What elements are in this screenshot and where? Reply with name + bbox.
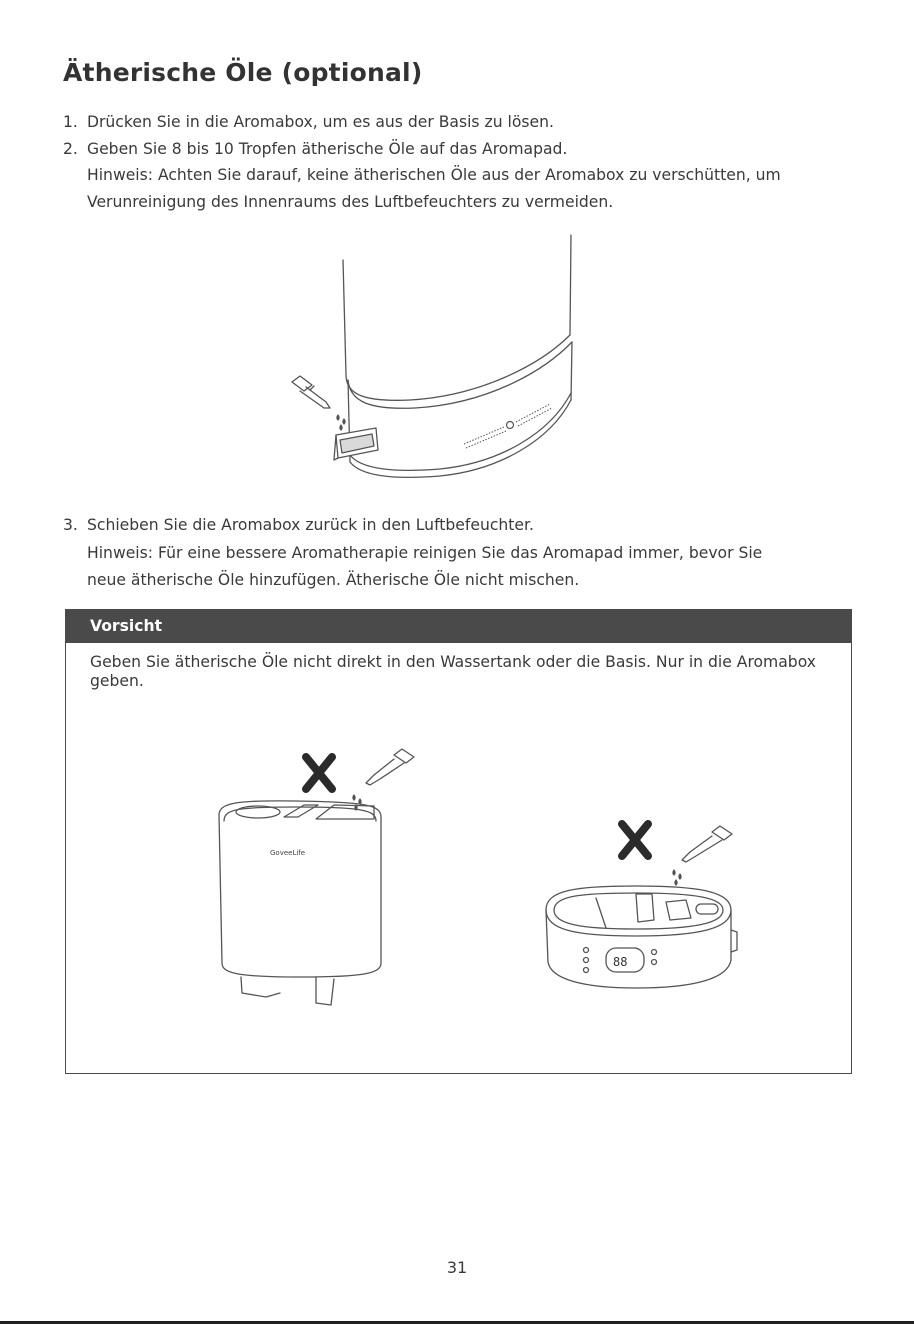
step-number: 2.	[63, 140, 78, 158]
prohibited-x-icon	[622, 824, 648, 856]
step-2-note-line-2: Verunreinigung des Innenraums des Luftbefeuchters zu vermeiden.	[87, 193, 614, 211]
step-text: Schieben Sie die Aromabox zurück in den Luftbefeuchter.	[87, 516, 534, 534]
step-3	[63, 512, 863, 538]
caution-text: Geben Sie ätherische Öle nicht direkt in den Wassertank oder die Basis. Nur in die Aromabox geben.	[90, 653, 816, 690]
prohibited-x-icon	[306, 757, 332, 789]
aromabox-removal-illustration	[280, 230, 600, 490]
step-3-note-line-1: Hinweis: Für eine bessere Aromatherapie reinigen Sie das Aromapad immer, bevor Sie	[87, 544, 763, 562]
caution-title: Vorsicht	[90, 617, 163, 635]
tank-brand-logo: GoveeLife	[270, 849, 306, 857]
step-1	[63, 109, 863, 135]
step-number: 1.	[63, 113, 78, 131]
caution-box	[65, 609, 852, 1074]
display-digits: 88	[613, 955, 628, 969]
step-3-note-line-2: neue ätherische Öle hinzufügen. Ätherische Öle nicht mischen.	[87, 571, 580, 589]
page-title: Ätherische Öle (optional)	[63, 58, 423, 87]
step-text: Drücken Sie in die Aromabox, um es aus der Basis zu lösen.	[87, 113, 554, 131]
water-tank-prohibited-illustration	[206, 745, 426, 1010]
step-number: 3.	[63, 516, 78, 534]
page-number: 31	[446, 1258, 468, 1277]
step-2	[63, 136, 863, 162]
caution-header	[66, 610, 851, 643]
base-prohibited-illustration	[536, 810, 756, 1015]
step-text: Geben Sie 8 bis 10 Tropfen ätherische Öle auf das Aromapad.	[87, 140, 568, 158]
step-2-note-line-1: Hinweis: Achten Sie darauf, keine ätherischen Öle aus der Aromabox zu verschütten, um	[87, 166, 781, 184]
